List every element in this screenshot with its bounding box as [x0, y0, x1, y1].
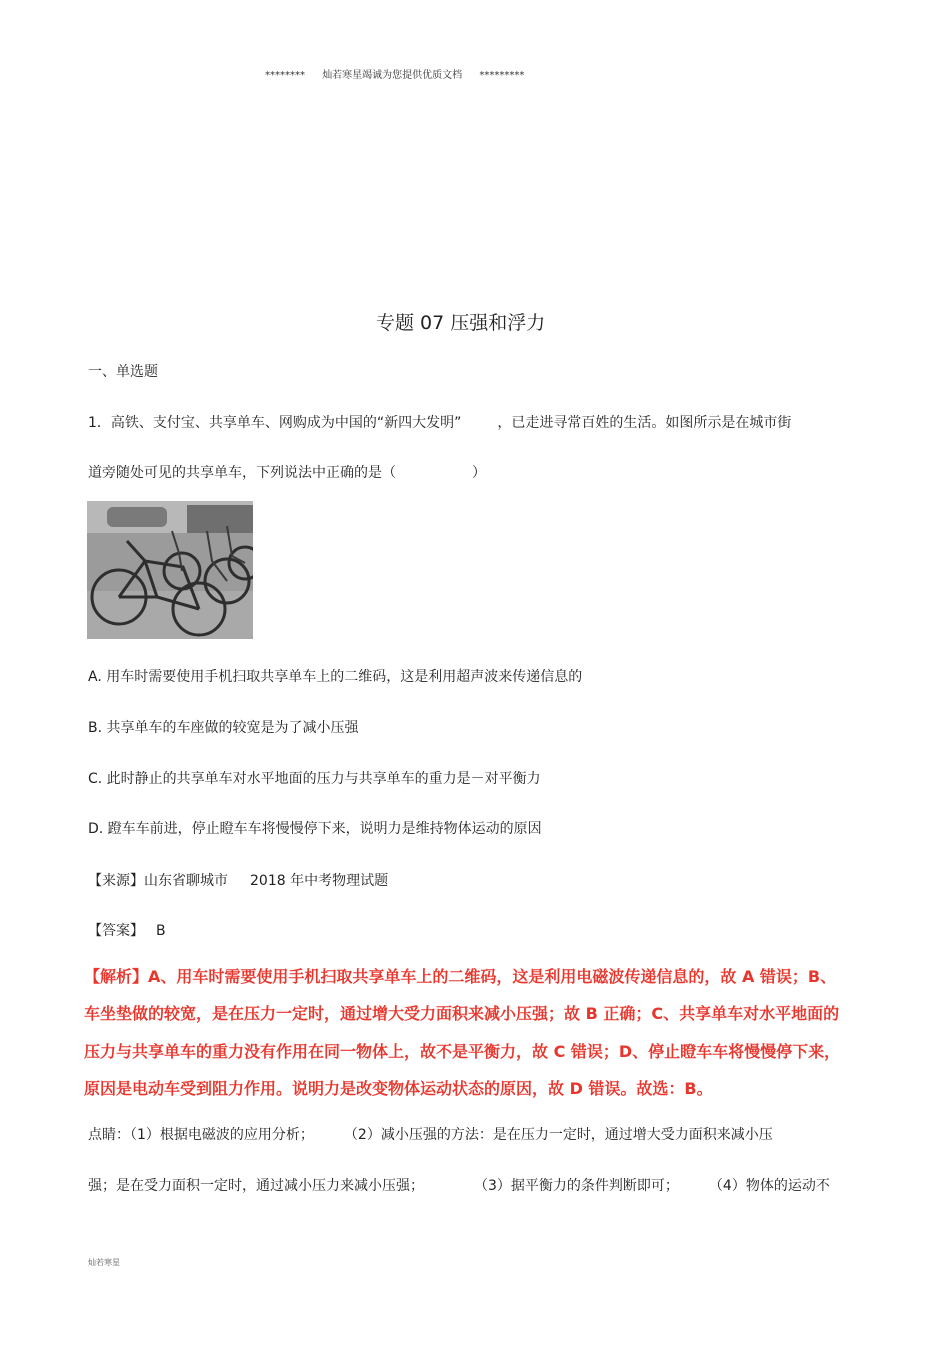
bicycle-illustration	[87, 501, 253, 639]
option-c: C. 此时静止的共享单车对水平地面的压力与共享单车的重力是－对平衡力	[88, 771, 541, 787]
source-line	[88, 870, 388, 890]
question-line-1	[88, 412, 791, 432]
answer-value: B	[156, 923, 166, 939]
answer-line	[88, 920, 166, 940]
source-label: 【来源】山东省聊城市	[88, 873, 228, 889]
point-line-1b: （2）减小压强的方法：是在压力一定时，通过增大受力面积来减小压	[343, 1127, 773, 1143]
page-title: 专题 07 压强和浮力	[376, 312, 546, 334]
analysis-line-1: 【解析】A、用车时需要使用手机扫取共享单车上的二维码，这是利用电磁波传递信息的，故 A 错误；B、	[84, 967, 837, 986]
analysis-line-4: 原因是电动车受到阻力作用。说明力是改变物体运动状态的原因，故 D 错误。故选：B。	[84, 1079, 713, 1098]
question-line-2	[88, 462, 486, 482]
question-line-2a: 道旁随处可见的共享单车，下列说法中正确的是（	[88, 465, 396, 481]
answer-label: 【答案】	[88, 923, 144, 939]
option-a: A. 用车时需要使用手机扫取共享单车上的二维码，这是利用超声波来传递信息的	[88, 669, 583, 685]
point-line-1a: 点睛：（1）根据电磁波的应用分析；	[88, 1127, 314, 1143]
section-heading: 一、单选题	[88, 364, 158, 380]
point-line-2a: 强；是在受力面积一定时，通过减小压力来减小压强；	[88, 1178, 424, 1194]
header-stars-left: ********	[265, 70, 305, 81]
analysis-line-3: 压力与共享单车的重力没有作用在同一物体上，故不是平衡力，故 C 错误；D、停止瞪车车将慢慢停下来，	[84, 1042, 841, 1061]
option-b: B. 共享单车的车座做的较宽是为了减小压强	[88, 720, 359, 736]
page-footer: 灿若寒星	[88, 1258, 120, 1267]
question-line-1b: ，已走进寻常百姓的生活。如图所示是在城市街	[497, 415, 792, 431]
point-line-2b: （3）据平衡力的条件判断即可；	[474, 1178, 679, 1194]
question-line-2b: ）	[472, 465, 486, 481]
point-line-1	[88, 1124, 773, 1144]
page-header	[265, 66, 538, 81]
option-d: D. 蹬车车前进，停止瞪车车将慢慢停下来，说明力是维持物体运动的原因	[88, 821, 542, 837]
source-text: 2018 年中考物理试题	[250, 873, 389, 889]
analysis-line-2: 车坐垫做的较宽，是在压力一定时，通过增大受力面积来减小压强；故 B 正确；C、共享单车对水平地面的	[84, 1004, 840, 1023]
point-line-2c: （4）物体的运动不	[708, 1178, 830, 1194]
header-text: 灿若寒星竭诚为您提供优质文档	[322, 70, 463, 81]
point-line-2	[88, 1175, 830, 1195]
question-line-1a: 1．高铁、支付宝、共享单车、网购成为中国的“新四大发明”	[88, 415, 462, 431]
bicycle-photo	[87, 501, 253, 639]
header-stars-right: *********	[479, 70, 525, 81]
